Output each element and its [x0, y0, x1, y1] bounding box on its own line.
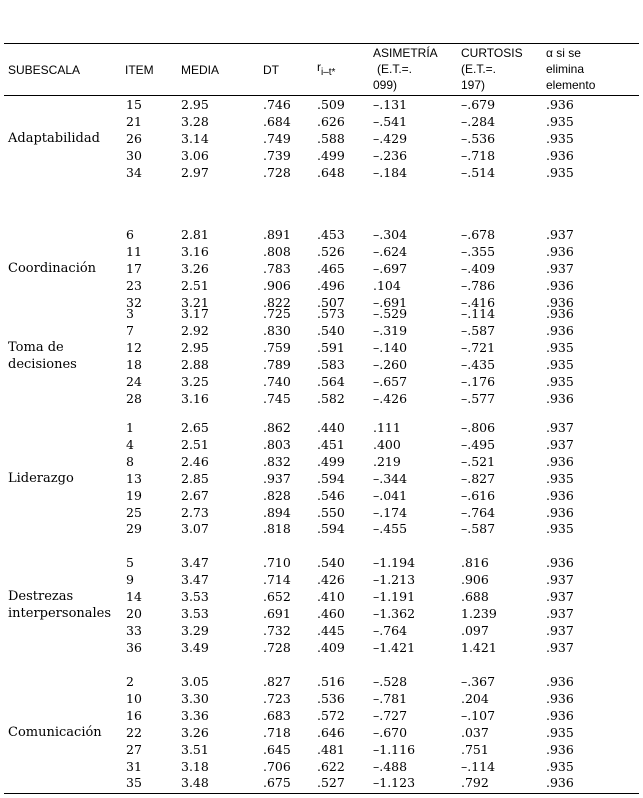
- cell-rit: .460: [317, 605, 345, 621]
- cell-dt: .894: [263, 504, 291, 520]
- cell-asimetria: –1.191: [373, 588, 416, 604]
- cell-item: 16: [126, 707, 142, 723]
- cell-alpha: .935: [546, 521, 574, 537]
- cell-curtosis: .906: [461, 571, 489, 587]
- cell-alpha: .935: [546, 164, 574, 180]
- cell-curtosis: .204: [461, 690, 489, 706]
- cell-media: 2.65: [181, 420, 209, 435]
- cell-alpha: .937: [546, 260, 574, 276]
- cell-asimetria: –.344: [373, 470, 408, 486]
- cell-asimetria: .111: [373, 420, 401, 435]
- cell-alpha: .936: [546, 487, 574, 503]
- cell-item: 25: [126, 504, 142, 520]
- cell-media: 3.53: [181, 588, 209, 604]
- cell-curtosis: –.721: [461, 339, 496, 355]
- cell-alpha: .935: [546, 724, 574, 740]
- cell-curtosis: –.521: [461, 453, 496, 469]
- cell-curtosis: –.409: [461, 260, 496, 276]
- subscale-name: Destrezas: [8, 588, 74, 604]
- cell-item: 1: [126, 420, 134, 435]
- cell-dt: .862: [263, 420, 291, 435]
- cell-dt: .937: [263, 470, 291, 486]
- cell-rit: .648: [317, 164, 345, 180]
- cell-asimetria: –.236: [373, 147, 408, 163]
- table-bottom-rule: [4, 793, 639, 794]
- cell-media: 3.16: [181, 390, 209, 406]
- cell-rit: .582: [317, 390, 345, 406]
- cell-asimetria: –.319: [373, 322, 408, 338]
- cell-curtosis: –.806: [461, 420, 496, 435]
- cell-asimetria: –.429: [373, 130, 408, 146]
- cell-curtosis: .037: [461, 724, 489, 740]
- cell-alpha: .935: [546, 339, 574, 355]
- cell-curtosis: –.718: [461, 147, 496, 163]
- cell-curtosis: –.827: [461, 470, 496, 486]
- cell-item: 19: [126, 487, 142, 503]
- cell-dt: .725: [263, 306, 291, 321]
- header-curtosis-line3: 197): [461, 78, 486, 92]
- subscale-name: Toma de: [8, 339, 64, 355]
- cell-rit: .540: [317, 555, 345, 570]
- cell-media: 2.73: [181, 504, 209, 520]
- cell-rit: .496: [317, 277, 345, 293]
- cell-curtosis: 1.239: [461, 605, 497, 621]
- cell-asimetria: –1.362: [373, 605, 416, 621]
- cell-rit: .481: [317, 741, 345, 757]
- cell-rit: .465: [317, 260, 345, 276]
- cell-dt: .832: [263, 453, 291, 469]
- cell-media: 3.05: [181, 674, 209, 689]
- cell-item: 36: [126, 639, 142, 655]
- cell-curtosis: –.107: [461, 707, 496, 723]
- cell-item: 17: [126, 260, 142, 276]
- cell-alpha: .936: [546, 775, 574, 791]
- cell-item: 28: [126, 390, 142, 406]
- header-asimetria-line3: 099): [373, 78, 398, 92]
- cell-rit: .564: [317, 373, 345, 389]
- cell-rit: .426: [317, 571, 345, 587]
- cell-alpha: .937: [546, 639, 574, 655]
- cell-rit: .507: [317, 294, 345, 310]
- cell-alpha: .937: [546, 622, 574, 638]
- cell-item: 13: [126, 470, 142, 486]
- cell-item: 15: [126, 97, 142, 112]
- cell-rit: .527: [317, 775, 345, 791]
- cell-media: 2.67: [181, 487, 209, 503]
- cell-alpha: .936: [546, 707, 574, 723]
- cell-dt: .818: [263, 521, 291, 537]
- cell-media: 3.06: [181, 147, 209, 163]
- cell-curtosis: –.176: [461, 373, 496, 389]
- header-asimetria-line2: (E.T.=.: [377, 62, 413, 76]
- cell-asimetria: –.541: [373, 113, 408, 129]
- cell-rit: .499: [317, 453, 345, 469]
- cell-alpha: .936: [546, 97, 574, 112]
- cell-item: 29: [126, 521, 142, 537]
- cell-curtosis: –.786: [461, 277, 496, 293]
- cell-media: 3.26: [181, 724, 209, 740]
- cell-curtosis: –.284: [461, 113, 496, 129]
- cell-curtosis: .751: [461, 741, 489, 757]
- cell-dt: .783: [263, 260, 291, 276]
- cell-item: 4: [126, 436, 134, 452]
- subscale-name: Adaptabilidad: [8, 130, 100, 146]
- cell-item: 3: [126, 306, 134, 321]
- cell-rit: .536: [317, 690, 345, 706]
- cell-item: 21: [126, 113, 142, 129]
- cell-item: 12: [126, 339, 142, 355]
- cell-dt: .684: [263, 113, 291, 129]
- cell-item: 31: [126, 758, 142, 774]
- cell-curtosis: –.764: [461, 504, 496, 520]
- cell-item: 23: [126, 277, 142, 293]
- cell-media: 3.48: [181, 775, 209, 791]
- cell-asimetria: –1.116: [373, 741, 416, 757]
- cell-rit: .622: [317, 758, 345, 774]
- cell-dt: .683: [263, 707, 291, 723]
- cell-alpha: .936: [546, 306, 574, 321]
- cell-item: 32: [126, 294, 142, 310]
- cell-curtosis: –.416: [461, 294, 496, 310]
- cell-media: 3.25: [181, 373, 209, 389]
- cell-media: 2.51: [181, 277, 209, 293]
- subscale-name: Coordinación: [8, 260, 97, 276]
- header-rit-sub: i–t*: [321, 67, 336, 78]
- cell-dt: .822: [263, 294, 291, 310]
- header-item: ITEM: [125, 63, 154, 77]
- cell-dt: .906: [263, 277, 291, 293]
- cell-alpha: .936: [546, 674, 574, 689]
- header-media: MEDIA: [181, 63, 220, 77]
- cell-alpha: .936: [546, 294, 574, 310]
- cell-alpha: .937: [546, 588, 574, 604]
- cell-rit: .499: [317, 147, 345, 163]
- cell-asimetria: –.528: [373, 674, 408, 689]
- cell-dt: .891: [263, 227, 291, 242]
- cell-dt: .746: [263, 97, 291, 112]
- cell-media: 3.16: [181, 243, 209, 259]
- cell-media: 3.07: [181, 521, 209, 537]
- cell-item: 24: [126, 373, 142, 389]
- cell-media: 2.81: [181, 227, 209, 242]
- cell-media: 3.30: [181, 690, 209, 706]
- cell-dt: .749: [263, 130, 291, 146]
- cell-dt: .739: [263, 147, 291, 163]
- cell-asimetria: –.488: [373, 758, 408, 774]
- cell-asimetria: –.184: [373, 164, 408, 180]
- cell-dt: .728: [263, 639, 291, 655]
- cell-rit: .540: [317, 322, 345, 338]
- cell-alpha: .935: [546, 356, 574, 372]
- cell-asimetria: –.426: [373, 390, 408, 406]
- cell-rit: .583: [317, 356, 345, 372]
- cell-asimetria: .104: [373, 277, 401, 293]
- cell-asimetria: –.670: [373, 724, 408, 740]
- cell-alpha: .935: [546, 470, 574, 486]
- cell-rit: .516: [317, 674, 345, 689]
- cell-item: 35: [126, 775, 142, 791]
- cell-alpha: .936: [546, 690, 574, 706]
- cell-asimetria: –1.421: [373, 639, 416, 655]
- cell-asimetria: –.691: [373, 294, 408, 310]
- cell-alpha: .937: [546, 436, 574, 452]
- cell-media: 2.97: [181, 164, 209, 180]
- cell-dt: .714: [263, 571, 291, 587]
- cell-curtosis: –.435: [461, 356, 496, 372]
- cell-curtosis: –.114: [461, 306, 496, 321]
- cell-dt: .710: [263, 555, 291, 570]
- cell-asimetria: –1.213: [373, 571, 416, 587]
- cell-rit: .546: [317, 487, 345, 503]
- cell-item: 5: [126, 555, 134, 570]
- cell-media: 3.47: [181, 571, 209, 587]
- cell-asimetria: –.529: [373, 306, 408, 321]
- cell-rit: .588: [317, 130, 345, 146]
- header-bottom-rule: [4, 95, 639, 96]
- cell-item: 27: [126, 741, 142, 757]
- cell-dt: .759: [263, 339, 291, 355]
- cell-media: 2.51: [181, 436, 209, 452]
- cell-item: 26: [126, 130, 142, 146]
- cell-asimetria: –.041: [373, 487, 408, 503]
- cell-asimetria: –.657: [373, 373, 408, 389]
- cell-dt: .691: [263, 605, 291, 621]
- cell-alpha: .937: [546, 571, 574, 587]
- cell-asimetria: –1.194: [373, 555, 416, 570]
- cell-item: 30: [126, 147, 142, 163]
- subscale-name: Comunicación: [8, 724, 102, 740]
- cell-curtosis: –.577: [461, 390, 496, 406]
- cell-alpha: .936: [546, 741, 574, 757]
- cell-alpha: .936: [546, 243, 574, 259]
- cell-media: 3.28: [181, 113, 209, 129]
- cell-alpha: .937: [546, 605, 574, 621]
- cell-dt: .803: [263, 436, 291, 452]
- cell-media: 2.95: [181, 339, 209, 355]
- cell-asimetria: –.697: [373, 260, 408, 276]
- header-rit: [317, 60, 335, 81]
- cell-rit: .594: [317, 470, 345, 486]
- cell-item: 14: [126, 588, 142, 604]
- header-asimetria-line1: ASIMETRÍA: [373, 46, 438, 60]
- cell-rit: .509: [317, 97, 345, 112]
- cell-curtosis: –.514: [461, 164, 496, 180]
- cell-item: 10: [126, 690, 142, 706]
- cell-rit: .445: [317, 622, 345, 638]
- header-curtosis-line1: CURTOSIS: [461, 46, 523, 60]
- cell-curtosis: –.495: [461, 436, 496, 452]
- cell-dt: .652: [263, 588, 291, 604]
- cell-media: 3.47: [181, 555, 209, 570]
- header-subescala: SUBESCALA: [8, 63, 81, 77]
- cell-dt: .745: [263, 390, 291, 406]
- cell-curtosis: –.678: [461, 227, 496, 242]
- cell-asimetria: –.131: [373, 97, 408, 112]
- cell-dt: .828: [263, 487, 291, 503]
- cell-curtosis: –.679: [461, 97, 496, 112]
- cell-alpha: .936: [546, 504, 574, 520]
- cell-rit: .451: [317, 436, 345, 452]
- cell-curtosis: –.355: [461, 243, 496, 259]
- cell-asimetria: –.764: [373, 622, 408, 638]
- cell-asimetria: –.304: [373, 227, 408, 242]
- header-rit-main: r: [317, 60, 321, 74]
- cell-curtosis: –.114: [461, 758, 496, 774]
- cell-item: 8: [126, 453, 134, 469]
- subscale-name: interpersonales: [8, 605, 112, 621]
- cell-dt: .740: [263, 373, 291, 389]
- cell-alpha: .936: [546, 555, 574, 570]
- cell-alpha: .936: [546, 277, 574, 293]
- cell-media: 3.53: [181, 605, 209, 621]
- cell-curtosis: –.367: [461, 674, 496, 689]
- cell-rit: .550: [317, 504, 345, 520]
- cell-alpha: .935: [546, 130, 574, 146]
- cell-item: 34: [126, 164, 142, 180]
- cell-rit: .572: [317, 707, 345, 723]
- header-curtosis-line2: (E.T.=.: [461, 62, 497, 76]
- cell-rit: .646: [317, 724, 345, 740]
- cell-curtosis: –.587: [461, 322, 496, 338]
- cell-alpha: .936: [546, 147, 574, 163]
- cell-rit: .453: [317, 227, 345, 242]
- cell-dt: .827: [263, 674, 291, 689]
- cell-rit: .573: [317, 306, 345, 321]
- cell-item: 6: [126, 227, 134, 242]
- cell-item: 20: [126, 605, 142, 621]
- cell-rit: .594: [317, 521, 345, 537]
- cell-rit: .410: [317, 588, 345, 604]
- cell-alpha: .936: [546, 322, 574, 338]
- cell-item: 9: [126, 571, 134, 587]
- cell-asimetria: .400: [373, 436, 401, 452]
- cell-media: 3.36: [181, 707, 209, 723]
- cell-rit: .526: [317, 243, 345, 259]
- cell-media: 2.92: [181, 322, 209, 338]
- cell-rit: .440: [317, 420, 345, 435]
- cell-alpha: .937: [546, 227, 574, 242]
- cell-asimetria: .219: [373, 453, 401, 469]
- cell-media: 2.88: [181, 356, 209, 372]
- cell-media: 3.21: [181, 294, 209, 310]
- cell-rit: .626: [317, 113, 345, 129]
- cell-alpha: .935: [546, 113, 574, 129]
- subscale-name: decisiones: [8, 356, 77, 372]
- header-alpha-line1: α si se: [546, 46, 581, 60]
- cell-dt: .728: [263, 164, 291, 180]
- cell-media: 3.49: [181, 639, 209, 655]
- cell-media: 3.18: [181, 758, 209, 774]
- cell-dt: .718: [263, 724, 291, 740]
- table-top-rule: [4, 43, 639, 44]
- cell-dt: .706: [263, 758, 291, 774]
- cell-item: 18: [126, 356, 142, 372]
- cell-dt: .723: [263, 690, 291, 706]
- cell-media: 3.14: [181, 130, 209, 146]
- cell-item: 7: [126, 322, 134, 338]
- cell-curtosis: –.587: [461, 521, 496, 537]
- cell-rit: .591: [317, 339, 345, 355]
- cell-alpha: .937: [546, 420, 574, 435]
- cell-dt: .675: [263, 775, 291, 791]
- cell-dt: .732: [263, 622, 291, 638]
- cell-curtosis: .816: [461, 555, 489, 570]
- cell-curtosis: –.536: [461, 130, 496, 146]
- cell-dt: .645: [263, 741, 291, 757]
- cell-media: 3.51: [181, 741, 209, 757]
- cell-curtosis: –.616: [461, 487, 496, 503]
- cell-asimetria: –.727: [373, 707, 408, 723]
- cell-media: 3.17: [181, 306, 209, 321]
- cell-alpha: .935: [546, 758, 574, 774]
- cell-media: 2.95: [181, 97, 209, 112]
- cell-item: 22: [126, 724, 142, 740]
- header-dt: DT: [263, 63, 279, 77]
- cell-asimetria: –.624: [373, 243, 408, 259]
- cell-media: 3.26: [181, 260, 209, 276]
- cell-dt: .808: [263, 243, 291, 259]
- cell-rit: .409: [317, 639, 345, 655]
- cell-media: 3.29: [181, 622, 209, 638]
- cell-dt: .830: [263, 322, 291, 338]
- cell-media: 2.85: [181, 470, 209, 486]
- cell-media: 2.46: [181, 453, 209, 469]
- cell-alpha: .935: [546, 373, 574, 389]
- subscale-name: Liderazgo: [8, 470, 74, 486]
- cell-curtosis: 1.421: [461, 639, 497, 655]
- cell-alpha: .936: [546, 390, 574, 406]
- cell-curtosis: .097: [461, 622, 489, 638]
- cell-asimetria: –.260: [373, 356, 408, 372]
- cell-item: 11: [126, 243, 142, 259]
- cell-asimetria: –1.123: [373, 775, 416, 791]
- cell-curtosis: .792: [461, 775, 489, 791]
- cell-asimetria: –.781: [373, 690, 408, 706]
- cell-asimetria: –.174: [373, 504, 408, 520]
- cell-asimetria: –.140: [373, 339, 408, 355]
- cell-item: 33: [126, 622, 142, 638]
- cell-item: 2: [126, 674, 134, 689]
- cell-alpha: .936: [546, 453, 574, 469]
- header-alpha-line2: elimina: [546, 62, 585, 76]
- header-alpha-line3: elemento: [546, 78, 596, 92]
- cell-dt: .789: [263, 356, 291, 372]
- cell-curtosis: .688: [461, 588, 489, 604]
- cell-asimetria: –.455: [373, 521, 408, 537]
